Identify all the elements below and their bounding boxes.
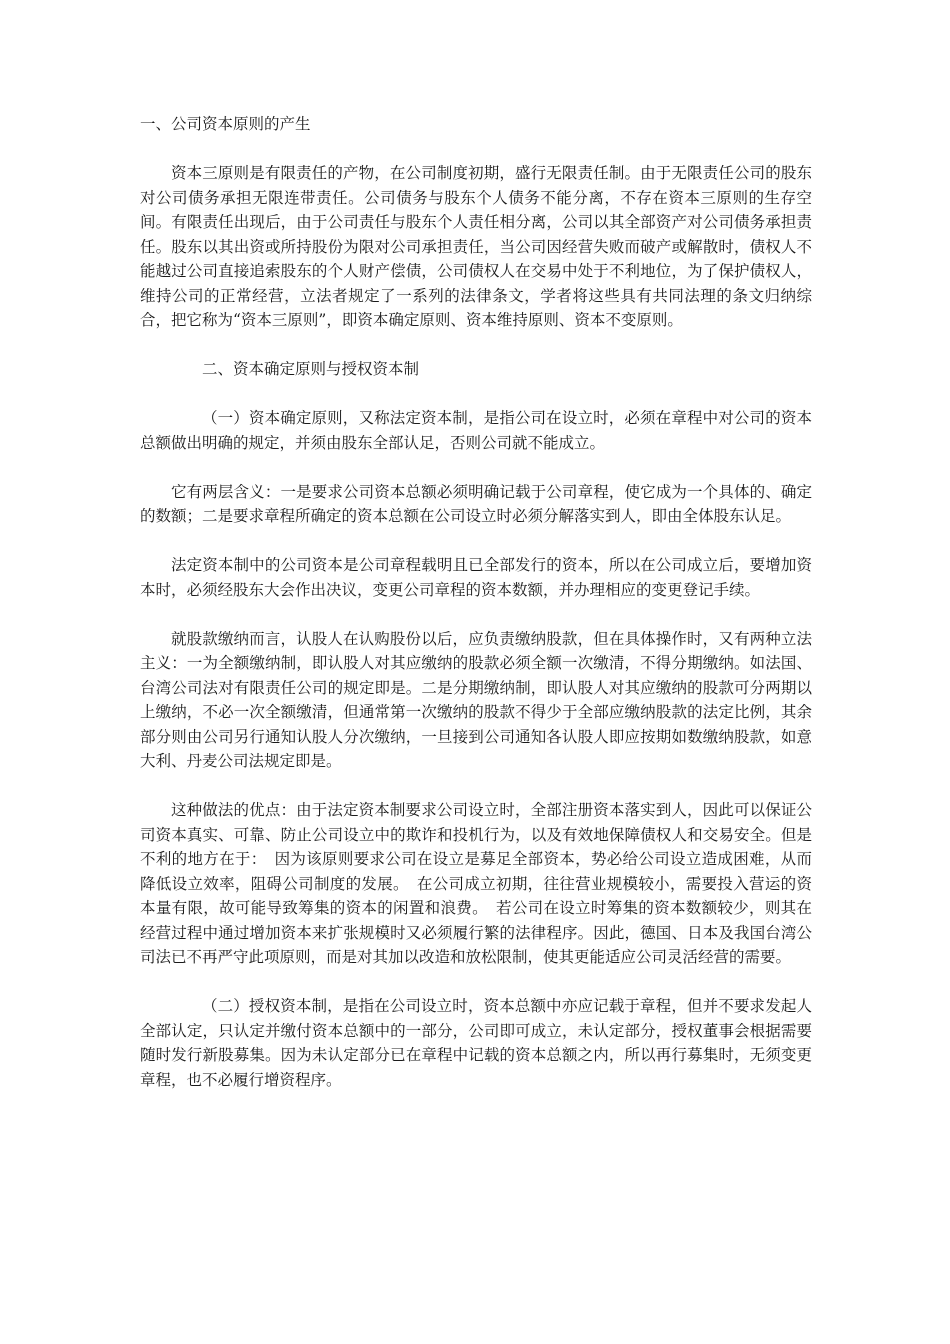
paragraph-capital-determination-definition: （一）资本确定原则，又称法定资本制，是指公司在设立时，必须在章程中对公司的资本总额做出明确的规定，并须由股东全部认足，否则公司就不能成立。 [140, 409, 812, 452]
paragraph-capital-principles-origin: 资本三原则是有限责任的产物，在公司制度初期，盛行无限责任制。由于无限责任公司的股东对公司债务承担无限连带责任。公司债务与股东个人债务不能分离，不存在资本三原则的生存空间。有限责任出现后，由于公司责任与股东个人责任相分离，公司以其全部资产对公司债务承担责任。股东以其出资或所持股份为限对公司承担责任，当公司因经营失败而破产或解散时，债权人不能越过公司直接追索股东的个人财产偿债，公司债权人在交易中处于不利地位，为了保护债权人，维持公司的正常经营，立法者规定了一系列的法律条文，学者将这些具有共同法理的条文归纳综合，把它称为“资本三原则”，即资本确定原则、资本维持原则、资本不变原则。 [140, 164, 812, 329]
paragraph-share-payment: 就股款缴纳而言，认股人在认购股份以后，应负责缴纳股款，但在具体操作时，又有两种立法主义：一为全额缴纳制，即认股人对其应缴纳的股款必须全额一次缴清，不得分期缴纳。如法国、台湾公司法对有限责任公司的规定即是。二是分期缴纳制，即认股人对其应缴纳的股款可分两期以上缴纳，不必一次全额缴清，但通常第一次缴纳的股款不得少于全部应缴纳股款的法定比例，其余部分则由公司另行通知认股人分次缴纳，一旦接到公司通知各认股人即应按期如数缴纳股款，如意大利、丹麦公司法规定即是。 [140, 629, 812, 770]
document-page [140, 112, 812, 1117]
paragraph-authorized-capital: （二）授权资本制，是指在公司设立时，资本总额中亦应记载于章程，但并不要求发起人全部认定，只认定并缴付资本总额中的一部分，公司即可成立，未认定部分，授权董事会根据需要随时发行新股募集。因为未认定部分已在章程中记载的资本总额之内，所以再行募集时，无须变更章程，也不必履行增资程序。 [140, 997, 812, 1089]
paragraph-two-meanings: 它有两层含义：一是要求公司资本总额必须明确记载于公司章程，使它成为一个具体的、确定的数额；二是要求章程所确定的资本总额在公司设立时必须分解落实到人，即由全体股东认足。 [140, 482, 812, 525]
paragraph-legal-capital-increase: 法定资本制中的公司资本是公司章程载明且已全部发行的资本，所以在公司成立后，要增加资本时，必须经股东大会作出决议，变更公司章程的资本数额，并办理相应的变更登记手续。 [140, 556, 812, 599]
section-heading-capital-determination: 二、资本确定原则与授权资本制 [202, 360, 420, 378]
section-heading-origin: 一、公司资本原则的产生 [140, 115, 311, 133]
paragraph-advantages-disadvantages: 这种做法的优点：由于法定资本制要求公司设立时，全部注册资本落实到人，因此可以保证公司资本真实、可靠、防止公司设立中的欺诈和投机行为，以及有效地保障债权人和交易安全。但是不利的地方在于： 因为该原则要求公司在设立是募足全部资本，势必给公司设立造成困难，从而降低设立效率，阻碍公司制度的发展。 在公司成立初期，往往营业规模较小，需要投入营运的资本量有限，故可能导致筹集的资本的闲置和浪费。 若公司在设立时筹集的资本数额较少，则其在经营过程中通过增加资本来扩张规模时又必须履行繁的法律程序。因此，德国、日本及我国台湾公司法已不再严守此项原则，而是对其加以改造和放松限制，使其更能适应公司灵活经营的需要。 [140, 801, 812, 966]
